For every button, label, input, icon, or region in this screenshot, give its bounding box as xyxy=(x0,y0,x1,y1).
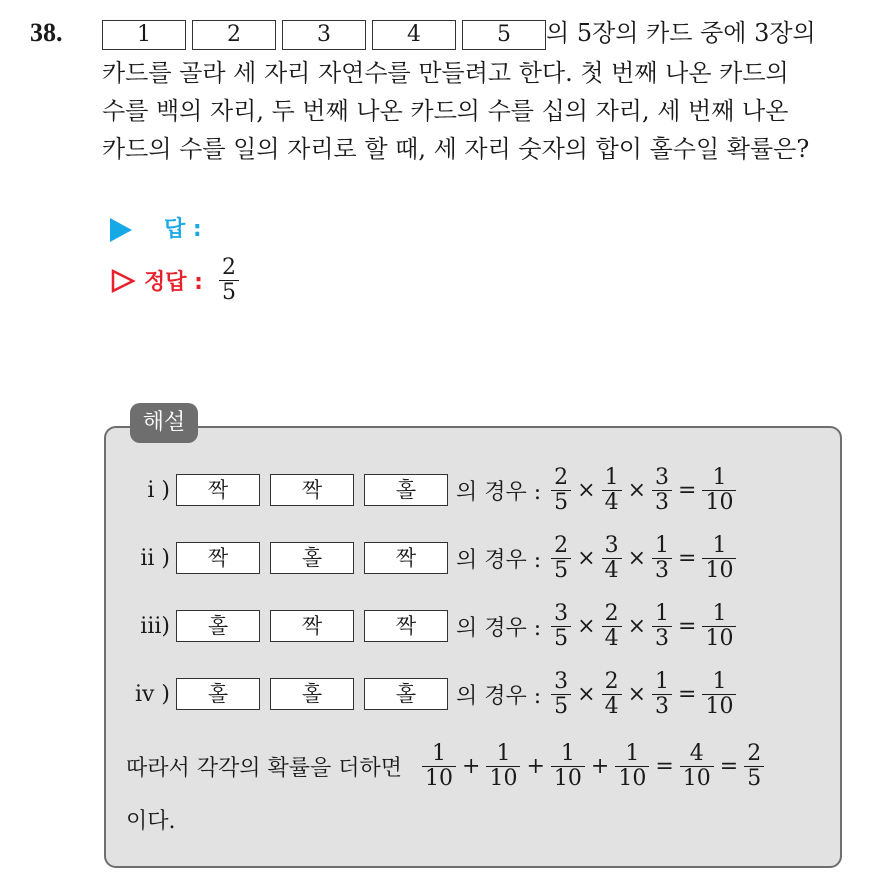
case-row xyxy=(128,666,736,722)
fraction-numerator: 1 xyxy=(655,532,670,558)
fraction-numerator: 1 xyxy=(655,668,670,694)
probability-fraction xyxy=(602,670,622,719)
fraction-denominator: 10 xyxy=(702,558,736,583)
parity-card: 홀 xyxy=(270,678,354,710)
fraction-numerator: 1 xyxy=(712,668,727,694)
case-result-fraction xyxy=(702,602,736,651)
fraction-numerator: 3 xyxy=(554,600,569,626)
fraction-numerator: 2 xyxy=(604,600,619,626)
probability-fraction xyxy=(551,534,571,583)
equals-sign: = xyxy=(678,681,697,707)
answer-row xyxy=(110,212,202,243)
sum-term-fraction xyxy=(422,742,456,791)
fraction-denominator: 3 xyxy=(652,558,672,583)
case-suffix: 의 경우 : xyxy=(456,479,542,505)
probability-fraction xyxy=(652,670,672,719)
fraction-numerator: 2 xyxy=(604,668,619,694)
times-sign: × xyxy=(577,681,596,707)
probability-fraction xyxy=(602,466,622,515)
fraction-denominator: 4 xyxy=(602,626,622,651)
fraction-numerator: 1 xyxy=(625,740,640,766)
fraction-denominator: 10 xyxy=(551,766,585,791)
parity-card: 짝 xyxy=(270,474,354,506)
case-result-fraction xyxy=(702,534,736,583)
correct-answer-fraction xyxy=(219,256,239,305)
sum-final-fraction xyxy=(744,742,764,791)
fraction-numerator: 1 xyxy=(560,740,575,766)
equals-sign: = xyxy=(719,753,739,779)
fraction-denominator: 10 xyxy=(702,694,736,719)
fraction-numerator: 2 xyxy=(747,740,762,766)
fraction-numerator: 4 xyxy=(689,740,704,766)
fraction-denominator: 4 xyxy=(602,558,622,583)
case-row xyxy=(128,530,736,586)
number-card-2: 2 xyxy=(192,20,276,50)
equals-sign: = xyxy=(655,753,674,779)
plus-sign: + xyxy=(462,753,481,779)
sum-total-fraction xyxy=(680,742,714,791)
correct-answer-label: 정답 : xyxy=(144,270,203,295)
times-sign: × xyxy=(627,477,647,503)
outline-triangle-icon xyxy=(110,268,136,294)
filled-triangle-icon xyxy=(110,218,132,242)
problem-text-3: 수를 백의 자리, 두 번째 나온 카드의 수를 십의 자리, 세 번째 나온 xyxy=(102,97,789,125)
case-suffix: 의 경우 : xyxy=(456,683,542,709)
fraction-denominator: 5 xyxy=(551,558,571,583)
number-card-5: 5 xyxy=(462,20,546,50)
sum-term-fraction xyxy=(551,742,585,791)
parity-card: 홀 xyxy=(270,542,354,574)
case-row xyxy=(128,462,736,518)
number-card-4: 4 xyxy=(372,20,456,50)
fraction-denominator: 10 xyxy=(702,490,736,515)
fraction-denominator: 10 xyxy=(422,766,456,791)
number-card-1: 1 xyxy=(102,20,186,50)
fraction-denominator: 5 xyxy=(219,280,239,305)
fraction-numerator: 2 xyxy=(221,255,236,280)
fraction-numerator: 2 xyxy=(554,464,569,490)
sum-term-fraction xyxy=(615,742,649,791)
fraction-denominator: 10 xyxy=(680,766,714,791)
fraction-numerator: 1 xyxy=(712,464,727,490)
parity-card: 짝 xyxy=(270,610,354,642)
equals-sign: = xyxy=(678,545,697,571)
parity-card: 짝 xyxy=(176,542,260,574)
equals-sign: = xyxy=(678,477,697,503)
times-sign: × xyxy=(627,545,647,571)
fraction-numerator: 3 xyxy=(655,464,670,490)
fraction-numerator: 1 xyxy=(432,740,447,766)
case-label: iv ) xyxy=(134,681,170,707)
answer-label: 답 : xyxy=(164,217,202,242)
parity-card: 짝 xyxy=(176,474,260,506)
equals-sign: = xyxy=(678,613,697,639)
parity-card: 홀 xyxy=(176,678,260,710)
sum-line xyxy=(126,736,764,796)
plus-sign: + xyxy=(590,753,610,779)
probability-fraction xyxy=(652,602,672,651)
fraction-denominator: 3 xyxy=(652,694,672,719)
fraction-numerator: 1 xyxy=(655,600,670,626)
fraction-numerator: 1 xyxy=(604,464,619,490)
probability-fraction xyxy=(551,670,571,719)
fraction-denominator: 10 xyxy=(615,766,649,791)
parity-card: 짝 xyxy=(364,542,448,574)
problem-line-1 xyxy=(102,18,816,50)
explanation-tag: 해설 xyxy=(130,403,198,443)
case-result-fraction xyxy=(702,466,736,515)
probability-fraction xyxy=(551,602,571,651)
fraction-numerator: 2 xyxy=(554,532,569,558)
times-sign: × xyxy=(627,613,647,639)
times-sign: × xyxy=(577,613,596,639)
probability-fraction xyxy=(602,602,622,651)
fraction-denominator: 5 xyxy=(744,766,764,791)
probability-fraction xyxy=(652,466,672,515)
fraction-denominator: 5 xyxy=(551,626,571,651)
correct-answer-row xyxy=(110,256,239,305)
fraction-denominator: 5 xyxy=(551,694,571,719)
number-card-3: 3 xyxy=(282,20,366,50)
fraction-numerator: 1 xyxy=(496,740,511,766)
probability-fraction xyxy=(652,534,672,583)
times-sign: × xyxy=(577,545,596,571)
probability-fraction xyxy=(602,534,622,583)
fraction-denominator: 10 xyxy=(486,766,520,791)
fraction-numerator: 1 xyxy=(712,600,727,626)
case-label: ii ) xyxy=(140,545,170,571)
times-sign: × xyxy=(577,477,596,503)
problem-text-4: 카드의 수를 일의 자리로 할 때, 세 자리 숫자의 합이 홀수일 확률은? xyxy=(102,135,810,163)
case-row xyxy=(128,598,736,654)
case-suffix: 의 경우 : xyxy=(456,547,542,573)
parity-card: 짝 xyxy=(364,610,448,642)
fraction-numerator: 1 xyxy=(712,532,727,558)
sum-term-fraction xyxy=(486,742,520,791)
sum-text: 따라서 각각의 확률을 더하면 xyxy=(126,755,403,781)
case-label: iii) xyxy=(140,613,170,639)
parity-card: 홀 xyxy=(176,610,260,642)
fraction-denominator: 4 xyxy=(602,490,622,515)
fraction-denominator: 10 xyxy=(702,626,736,651)
parity-card: 홀 xyxy=(364,678,448,710)
case-result-fraction xyxy=(702,670,736,719)
conclusion-text: 이다. xyxy=(126,809,176,834)
parity-card: 홀 xyxy=(364,474,448,506)
case-label: i ) xyxy=(147,477,170,503)
fraction-numerator: 3 xyxy=(554,668,569,694)
fraction-denominator: 4 xyxy=(602,694,622,719)
times-sign: × xyxy=(627,681,647,707)
fraction-denominator: 3 xyxy=(652,490,672,515)
plus-sign: + xyxy=(526,753,545,779)
fraction-denominator: 5 xyxy=(551,490,571,515)
probability-fraction xyxy=(551,466,571,515)
problem-text-1: 의 5장의 카드 중에 3장의 xyxy=(546,19,816,47)
fraction-numerator: 3 xyxy=(604,532,619,558)
question-number: 38. xyxy=(30,18,63,47)
problem-text-2: 카드를 골라 세 자리 자연수를 만들려고 한다. 첫 번째 나온 카드의 xyxy=(102,59,789,87)
fraction-denominator: 3 xyxy=(652,626,672,651)
case-suffix: 의 경우 : xyxy=(456,615,542,641)
